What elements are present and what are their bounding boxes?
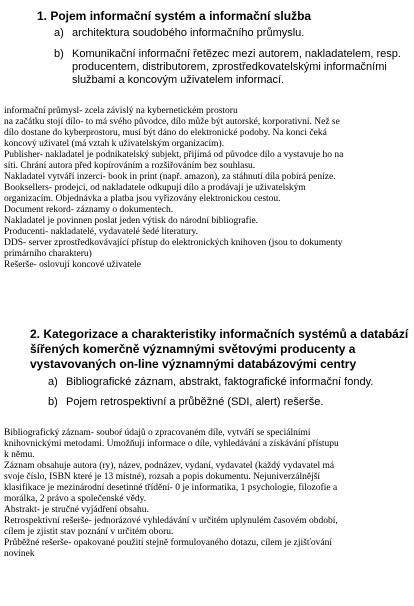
item-text-line: službami a koncovým uživatelem informací. (72, 74, 285, 86)
item-text: Pojem retrospektivní a průběžné (SDI, alert) rešerše. (66, 396, 324, 408)
paragraph-line: Publisher- nakladatel je podnikatelský subjekt, přijímá od původce dílo a vystavuje ho na (4, 150, 344, 160)
section-1-item-b (54, 48, 404, 90)
paragraph-line: na začátku stojí dílo- to má svého původce, dílo může být autorské, korporativní. Než se (4, 117, 340, 127)
paragraph-line: Bibliografický záznam- souboŕ údajů o zpracovaném díle, vytváří se speciálními (4, 428, 311, 438)
item-marker: b) (48, 396, 58, 408)
paragraph-line: Retrospektivní rešerše- jednorázové vyhledávání v určitém uplynulém časovém období, (4, 516, 338, 526)
paragraph-line: Abstrakt- je stručné vyjádření obsahu. (4, 505, 149, 515)
item-text: architektura soudobého informačního průmyslu. (72, 27, 305, 39)
paragraph-line: Booksellers- prodejci, od nakladatele odkupují dílo a prodávají je uživatelským (4, 183, 306, 193)
paragraph-line: knihovnickými metodami. Umožňují informace o díle, vyhledávání a získávání přístupu (4, 439, 339, 449)
paragraph-line: svoje číslo, ISBN které je 13 místné), rozsah a popis dokumentu. Nejuniverzálnější (4, 472, 321, 482)
section-2-heading (30, 327, 408, 372)
item-marker: b) (54, 48, 64, 60)
paragraph-line: Nakladatel vytváří inzerci- book in print (např. amazon), za stáhnutí díla pobírá peníze. (4, 172, 336, 182)
paragraph-line: Záznam obsahuje autora (ry), název, podnázev, vydaní, vydavatel (každý vydavatel má (4, 461, 335, 471)
paragraph-line: DDS- server zprostředkovávající přístup do elektronických knihoven (jsou to dokumenty (4, 238, 343, 248)
paragraph-line: informační průmysl- zcela závislý na kybernetickém prostoru (4, 106, 238, 116)
item-text: Bibliografické záznam, abstrakt, faktografické informační fondy. (66, 376, 374, 388)
paragraph-line: Document rekord- záznamy o dokumentech. (4, 205, 174, 215)
item-text-line: producentem, distributorem, zprostředkovatelskými informačními (72, 61, 387, 73)
heading-line: 2. Kategorizace a charakteristiky informačních systémů a databází (30, 327, 409, 341)
heading-line: šířených komerčně významnými světovými producenty a (30, 342, 356, 356)
paragraph-line: cílem je zjistit stav poznání v určitém oboru. (4, 527, 174, 537)
paragraph-line: klasifikace je mezinárodní desetinné třídění- 0 je informatika, 1 psychologie, filozofie a (4, 483, 338, 493)
paragraph-line: dílo dostane do kyberprostoru, musí být dáno do elektronické podoby. Na konci čeká (4, 128, 327, 138)
section-2-item-b (48, 396, 408, 410)
section-1-paragraph (4, 106, 343, 271)
paragraph-line: Producenti- nakladatelé, vydavatelé šedé literatury. (4, 227, 199, 237)
paragraph-line: síti. Chrání autora před kopírováním a rozšiřováním bez souhlasu. (4, 161, 256, 171)
paragraph-line: k němu. (4, 450, 35, 460)
section-2-paragraph (4, 428, 339, 560)
paragraph-line: Nakladatel je povinnen poslat jeden výtisk do národní bibliografie. (4, 216, 259, 226)
paragraph-line: Rešerše- oslovují koncové uživatele (4, 260, 141, 270)
paragraph-line: primárního charakteru) (4, 249, 92, 259)
paragraph-line: novinek (4, 549, 35, 559)
item-marker: a) (54, 27, 64, 39)
section-1-heading: 1. Pojem informační systém a informační služba (37, 9, 312, 23)
paragraph-line: koncový uživatel (má vztah k uživatelským organizacím). (4, 139, 225, 149)
paragraph-line: morálka, 2 právo a společenské vědy. (4, 494, 147, 504)
heading-line: vystavovaných on-line významnými databázovými centry (30, 357, 357, 371)
paragraph-line: organizacím. Objednávka a platba jsou vyřizovány elektronickou cestou. (4, 194, 281, 204)
section-2-item-a (48, 376, 408, 390)
paragraph-line: Průběžné rešerše- opakované použití stejně formulovaného dotazu, cílem je zjišťování (4, 538, 333, 548)
section-1-item-a (54, 27, 394, 41)
item-marker: a) (48, 376, 58, 388)
item-text-line: Komunikační informační řetězec mezi autorem, nakladatelem, resp. (72, 48, 401, 60)
